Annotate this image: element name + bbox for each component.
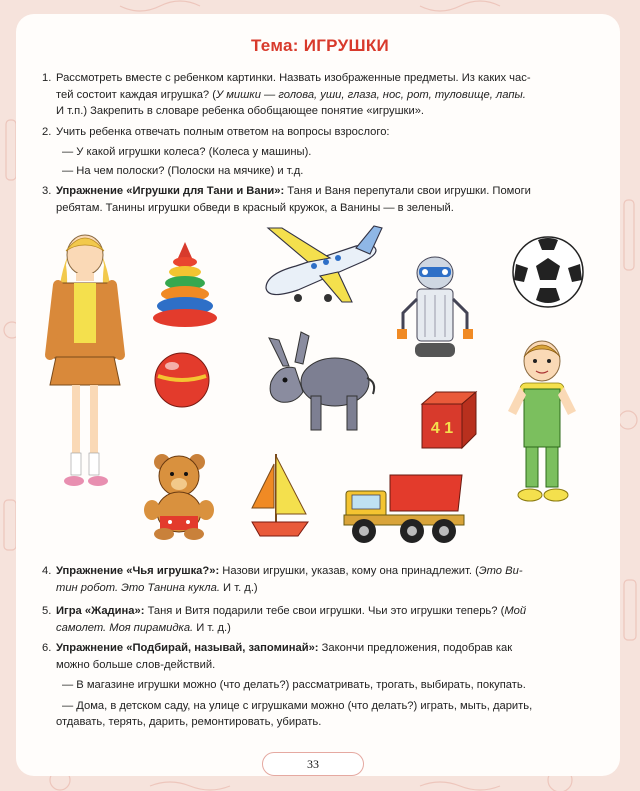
- robot-toy-illustration: [395, 255, 475, 365]
- red-cube-illustration: [418, 390, 480, 452]
- item-5: [42, 603, 602, 636]
- item-6-number: 6.: [42, 642, 52, 654]
- item-6-heading: Упражнение «Подбирай, называй, запоминай»:: [56, 642, 319, 654]
- sailboat-toy-illustration: [246, 450, 312, 545]
- item-4-heading: Упражнение «Чья игрушка?»:: [56, 565, 220, 577]
- item-2-number: 2.: [42, 126, 52, 138]
- item-3-heading: Упражнение «Игрушки для Тани и Вани»:: [56, 185, 285, 197]
- item-4-line-2: И т. д.): [219, 581, 258, 594]
- item-5-line-2: И т. д.): [193, 621, 231, 634]
- item-4: [42, 563, 602, 596]
- item-4-line-1-italic: Это Ви-: [478, 565, 523, 577]
- item-6-line-2: можно больше слов-действий.: [56, 658, 216, 671]
- soccer-ball-illustration: [510, 234, 586, 310]
- item-1-line-2: тей состоит каждая игрушка? (: [56, 88, 216, 101]
- item-3-line-2: ребятам. Танины игрушки обведи в красный кружок, а Ванины — в зеленый.: [56, 201, 454, 214]
- item-5-line-2-italic: самолет. Моя пирамидка.: [56, 621, 194, 634]
- item-1-line-3-start: И т.п.: [56, 105, 84, 117]
- airplane-toy-illustration: [258, 222, 388, 307]
- item-5-number: 5.: [42, 605, 52, 617]
- item-1-number: 1.: [42, 72, 52, 84]
- cube-numbers: 4 1: [430, 420, 454, 437]
- item-1: [42, 70, 602, 120]
- donkey-toy-illustration: [255, 330, 380, 440]
- item-6: [42, 640, 602, 731]
- dump-truck-toy-illustration: [340, 467, 470, 547]
- page-number: 33: [262, 752, 364, 776]
- item-2: [42, 124, 602, 180]
- item-1-line-2-italic: У мишки — голова, уши, глаза, нос, рот, туловище, лапы.: [216, 88, 526, 101]
- teddy-bear-illustration: [142, 450, 217, 540]
- item-6-dash-2-line-2: отдавать, терять, дарить, ремонтировать, убирать.: [56, 716, 322, 728]
- item-1-line-3: ) Закрепить в словаре ребенка обобщающее понятие «игрушки».: [83, 105, 425, 117]
- item-3: [42, 183, 602, 216]
- pyramid-toy-illustration: [150, 238, 220, 333]
- item-1-line-1: Рассмотреть вместе с ребенком картинки. Назвать изображенные предметы. Из каких час-: [56, 72, 531, 84]
- item-6-line-1: Закончи предложения, подобрав как: [318, 642, 513, 654]
- red-ball-illustration: [152, 350, 212, 410]
- item-5-line-1: Таня и Витя подарили тебе свои игрушки. Чьи это игрушки теперь? (: [144, 605, 505, 617]
- item-3-line-1: Таня и Ваня перепутали свои игрушки. Помоги: [284, 185, 531, 197]
- item-2-question-1: — У какой игрушки колеса? (Колеса у машины).: [62, 145, 312, 158]
- item-2-question-2: — На чем полоски? (Полоски на мячике) и т.д.: [62, 165, 304, 177]
- item-2-line-1: Учить ребенка отвечать полным ответом на вопросы взрослого:: [56, 126, 390, 138]
- item-6-dash-2-line-1: — Дома, в детском саду, на улице с игрушками можно (что делать?) играть, мыть, дарить,: [62, 699, 533, 712]
- item-6-dash-1: — В магазине игрушки можно (что делать?) рассматривать, трогать, выбирать, покупать.: [62, 679, 526, 691]
- girl-tanya-illustration: [40, 225, 130, 500]
- item-4-line-2-italic: тин робот. Это Танина кукла.: [56, 581, 220, 594]
- item-4-line-1: Назови игрушки, указав, кому она принадлежит. (: [219, 565, 479, 577]
- item-5-line-1-italic: Мой: [504, 605, 527, 617]
- item-5-heading: Игра «Жадина»:: [56, 605, 145, 617]
- page-title: Тема: ИГРУШКИ: [250, 36, 390, 55]
- item-3-number: 3.: [42, 185, 52, 197]
- boy-vanya-illustration: [500, 335, 585, 515]
- item-4-number: 4.: [42, 565, 52, 577]
